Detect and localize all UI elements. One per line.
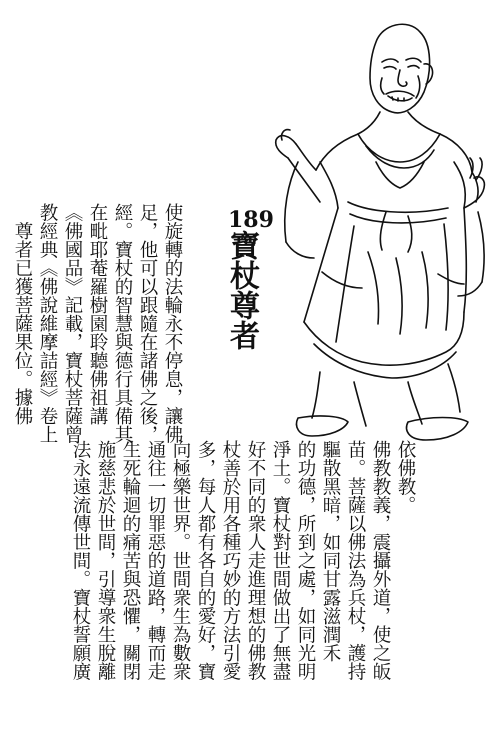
arhat-figure-illustration <box>258 12 490 444</box>
text-column: 苗。菩薩以佛法為兵杖，護持 <box>345 440 366 681</box>
text-column: 驅散黑暗，如同甘露滋潤禾 <box>320 440 341 662</box>
text-column: 足，他可以跟隨在諸佛之後， <box>137 203 158 444</box>
text-column: 多，每人都有各自的愛好，寶 <box>195 440 216 681</box>
text-column: 好不同的衆人走進理想的佛教 <box>245 440 266 681</box>
intro-paragraph <box>10 203 185 443</box>
text-column: 法永遠流傳世間。寶杖誓願廣 <box>70 440 91 681</box>
arhat-title: 寶杖尊者 <box>224 230 259 350</box>
text-column: 生死輪迴的痛苦與恐懼，關閉 <box>120 440 141 681</box>
text-column: 在毗耶菴羅樹園聆聽佛祖講 <box>87 203 108 425</box>
text-column: 施慈悲於世間，引導衆生脫離 <box>95 440 116 681</box>
text-column: 經。寶杖的智慧與德行具備其 <box>112 203 133 444</box>
text-column: 杖善於用各種巧妙的方法引愛 <box>220 440 241 681</box>
entry-number: 189 <box>228 207 274 233</box>
text-column: 佛教教義，震攝外道，使之皈 <box>370 440 391 681</box>
text-column: 《佛國品》記載，寶杖菩薩曾 <box>62 203 83 444</box>
text-column: 尊者已獲菩薩果位。據佛 <box>12 203 33 425</box>
text-column: 使旋轉的法輪永不停息，讓佛 <box>162 203 183 444</box>
text-column: 的功德，所到之處，如同光明 <box>295 440 316 681</box>
body-paragraph <box>68 440 418 732</box>
text-column: 淨土。寶杖對世間做出了無盡 <box>270 440 291 681</box>
text-column: 向極樂世界。世間衆生為數衆 <box>170 440 191 681</box>
text-column: 通往一切罪惡的道路，轉而走 <box>145 440 166 681</box>
text-column: 教經典《佛說維摩詰經》卷上 <box>37 203 58 444</box>
text-column: 依佛教。 <box>395 440 416 514</box>
